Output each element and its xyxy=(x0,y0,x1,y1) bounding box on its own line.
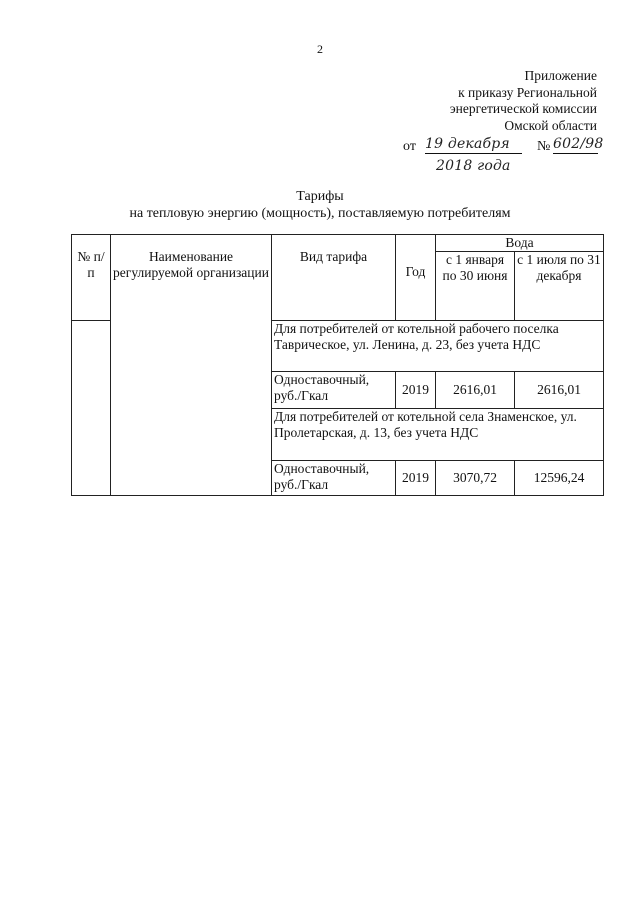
title-line-1: Тарифы xyxy=(296,189,344,204)
section-label: Для потребителей от котельной села Знаменское, ул. Пролетарская, д. 13, без учета НДС xyxy=(272,409,604,461)
header-period-1: с 1 января по 30 июня xyxy=(436,252,515,321)
header-group: Вода xyxy=(436,235,604,252)
document-title xyxy=(0,188,640,222)
title-line-2: на тепловую энергию (мощность), поставляемую потребителям xyxy=(129,206,511,221)
page-number: 2 xyxy=(317,42,323,56)
order-year-handwritten: 2018 года xyxy=(436,158,511,174)
appendix-line: энергетической комиссии xyxy=(449,101,597,116)
header-year: Год xyxy=(396,235,436,321)
appendix-line: Омской области xyxy=(504,117,597,133)
tariff-table xyxy=(71,234,604,496)
order-date-handwritten: 19 декабря xyxy=(425,136,522,154)
section-label: Для потребителей от котельной рабочего поселка Таврическое, ул. Ленина, д. 23, без учета НДС xyxy=(272,321,604,372)
header-num: № п/п xyxy=(72,235,111,321)
header-tariff-type: Вид тарифа xyxy=(272,235,396,321)
appendix-block xyxy=(450,68,597,134)
value-cell: 3070,72 xyxy=(436,461,515,496)
tariff-type-cell: Одноставочный, руб./Гкал xyxy=(272,461,396,496)
value-cell: 2616,01 xyxy=(515,372,604,409)
appendix-line: к приказу Региональной xyxy=(458,84,597,100)
tariff-type-cell: Одноставочный, руб./Гкал xyxy=(272,372,396,409)
order-date-prefix: от xyxy=(403,139,416,154)
header-org: Наименование регулируемой организации xyxy=(111,235,272,496)
num-cell-empty xyxy=(72,321,111,496)
order-number-prefix: № xyxy=(537,139,551,154)
appendix-line: Приложение xyxy=(524,68,597,83)
value-cell: 12596,24 xyxy=(515,461,604,496)
header-period-2: с 1 июля по 31 декабря xyxy=(515,252,604,321)
value-cell: 2616,01 xyxy=(436,372,515,409)
year-cell: 2019 xyxy=(396,372,436,409)
year-cell: 2019 xyxy=(396,461,436,496)
order-number-handwritten: 602/98 xyxy=(553,136,604,152)
order-reference xyxy=(338,136,604,181)
